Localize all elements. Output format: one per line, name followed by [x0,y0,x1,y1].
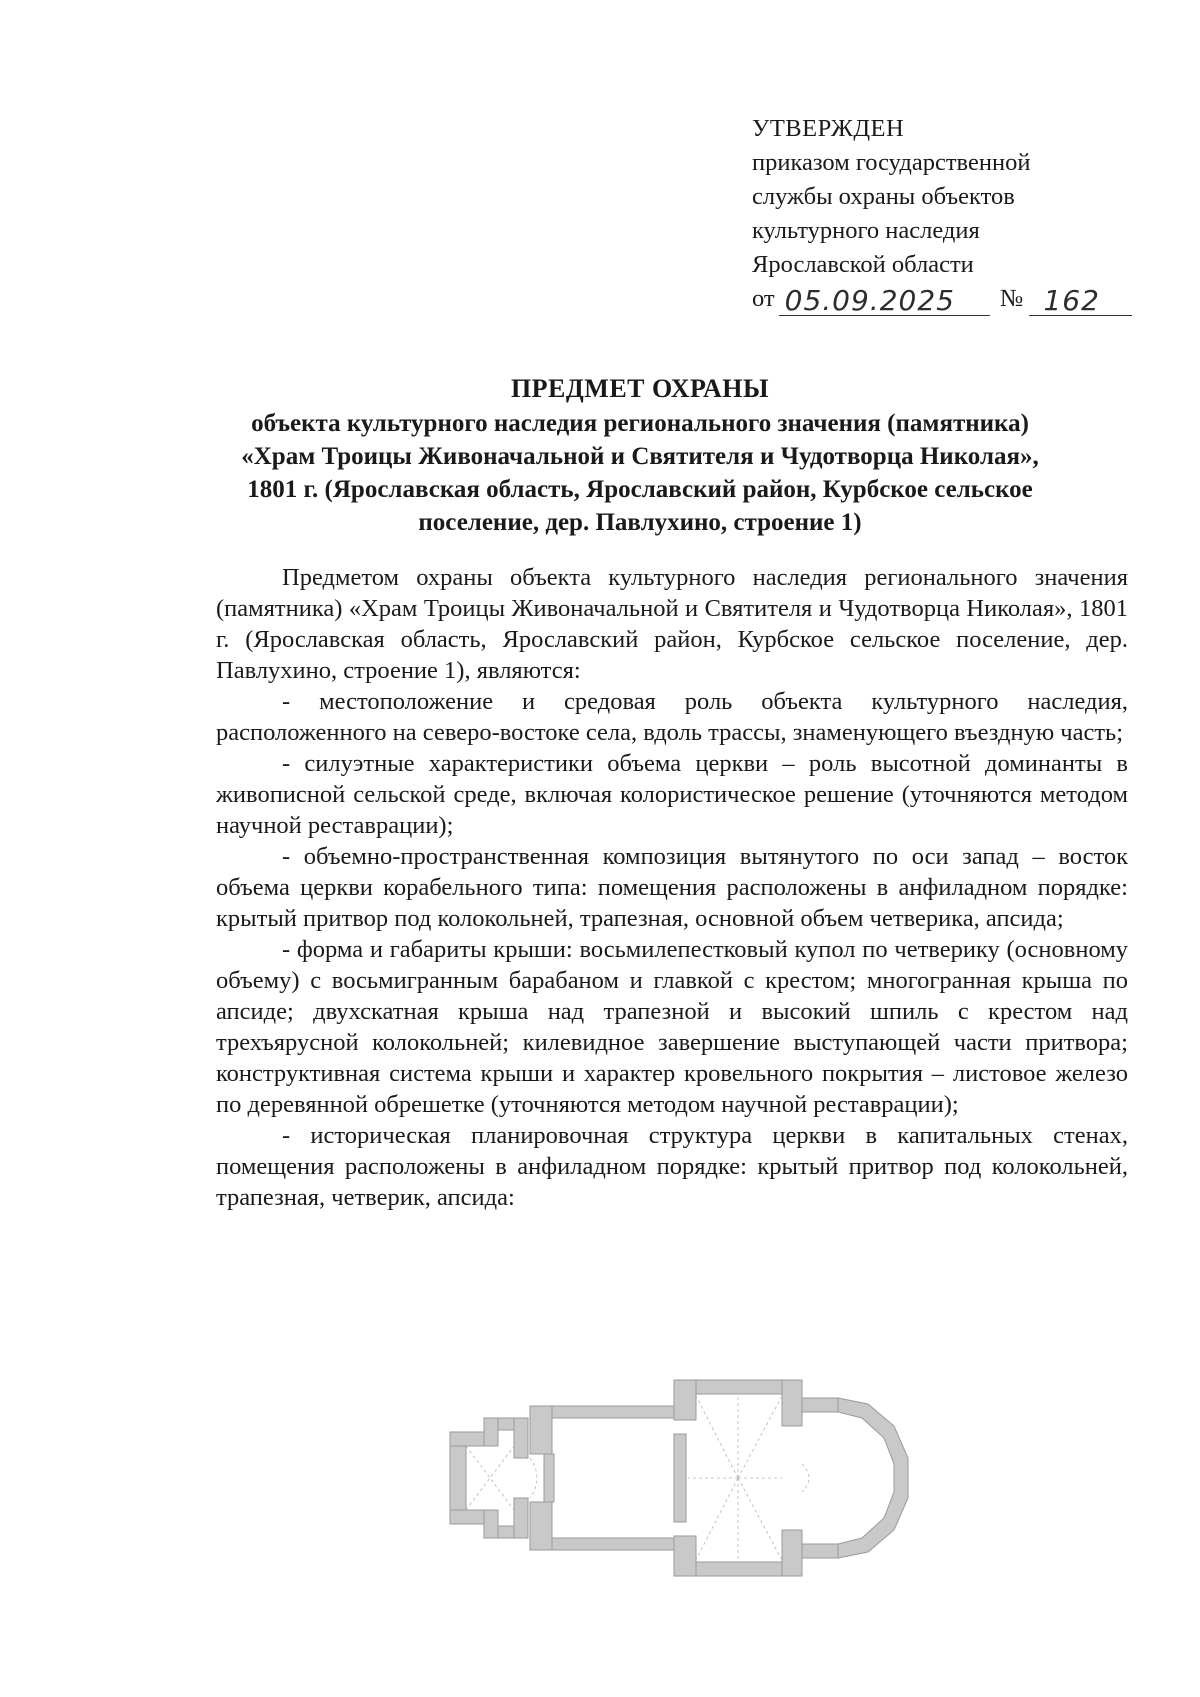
door-arc [530,1458,537,1498]
order-date-number-line [752,282,1132,316]
refectory-wall [544,1454,554,1502]
title-main: ПРЕДМЕТ ОХРАНЫ [510,374,770,403]
refectory-wall [552,1538,682,1550]
vault-line [738,1478,782,1560]
main-volume-wall [696,1380,796,1394]
title-line: поселение, дер. Павлухино, строение 1) [418,509,862,536]
protection-item: - объемно-пространственная композиция вытянутого по оси запад – восток объема церкви корабельного типа: помещения расположены в анфиладном порядке: крытый притвор под колокольней, трапезная, основной объем четверика, апсида; [216,843,1128,932]
title-line: «Храм Троицы Живоначальной и Святителя и Чудотворца Николая», [241,443,1039,470]
document-title [200,372,1080,539]
vault-line [696,1478,738,1560]
church-floor-plan [448,1378,938,1578]
refectory-wall [530,1502,552,1550]
main-volume-wall [674,1536,696,1576]
protection-item: - форма и габариты крыши: восьмилепестковый купол по четверику (основному объему) с восьмигранным барабаном и главкой с крестом; многогранная крыша по апсиде; двухскатная крыша над трапезной и высокий шпиль с крестом над трехъярусной колокольней; килевидное завершение выступающей части притвора; конструктивная система крыши и характер кровельного покрытия – листовое железо по деревянной обрешетке (уточняются методом научной реставрации); [216,936,1128,1118]
title-line: объекта культурного наследия регионального значения (памятника) [251,410,1029,437]
approval-line: приказом государственной [752,149,1031,176]
approval-block [752,112,1132,316]
vault-line [696,1396,738,1478]
porch-wall [484,1418,498,1446]
porch-wall [514,1498,528,1538]
handwritten-date: 05.09.2025 [779,287,990,316]
main-volume-wall [782,1530,802,1576]
refectory-wall [530,1406,552,1454]
approval-heading: УТВЕРЖДЕН [752,115,905,142]
main-volume-wall [674,1434,686,1522]
approval-line: службы охраны объектов [752,183,1015,210]
document-body [216,562,1128,1213]
main-volume-wall [696,1562,796,1576]
date-prefix: от [752,285,775,312]
approval-line: Ярославской области [752,251,974,278]
porch-wall [484,1510,498,1538]
main-volume-wall [674,1380,696,1420]
handwritten-order-number: 162 [1029,287,1132,316]
apse-wall [802,1544,838,1558]
vault-line [738,1396,782,1478]
protection-item: - силуэтные характеристики объема церкви – роль высотной доминанты в живописной сельской среде, включая колористическое решение (уточняются методом научной реставрации); [216,750,1128,839]
approval-line: культурного наследия [752,217,980,244]
main-volume-wall [782,1380,802,1426]
protection-item: - историческая планировочная структура церкви в капитальных стенах, помещения расположены в анфиладном порядке: крытый притвор под колокольней, трапезная, четверик, апсида: [216,1122,1128,1211]
intro-paragraph: Предметом охраны объекта культурного наследия регионального значения (памятника) «Храм Троицы Живоначальной и Святителя и Чудотворца Николая», 1801 г. (Ярославская область, Ярославский район, Курбское сельское поселение, дер. Павлухино, строение 1), являются: [216,564,1128,684]
apse-wall [838,1398,908,1558]
number-prefix: № [1000,285,1024,312]
title-line: 1801 г. (Ярославская область, Ярославский район, Курбское сельское [247,476,1033,503]
apse-wall [802,1398,838,1412]
porch-wall [514,1418,528,1458]
door-arc [802,1464,809,1492]
protection-item: - местоположение и средовая роль объекта культурного наследия, расположенного на северо-востоке села, вдоль трассы, знаменующего въездную часть; [216,688,1128,746]
refectory-wall [552,1406,682,1418]
